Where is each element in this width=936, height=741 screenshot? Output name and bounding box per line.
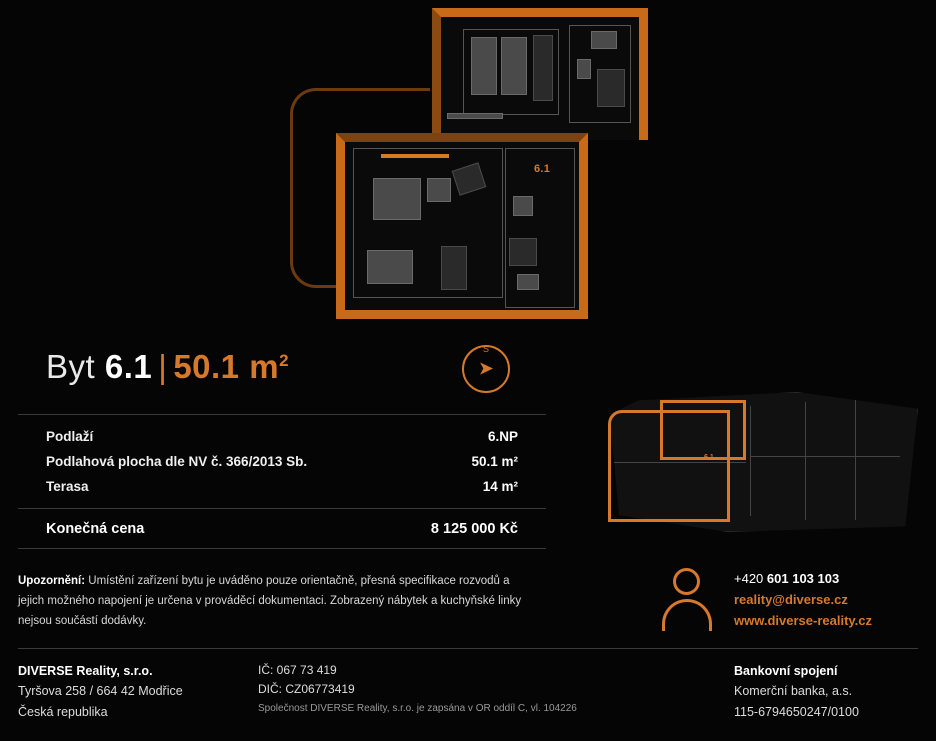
dining-table	[367, 250, 413, 284]
floor-divider-3	[855, 400, 856, 520]
disclaimer-text	[18, 572, 538, 631]
compass-needle-icon: ➤	[478, 358, 494, 380]
floorplan-main-block	[336, 133, 588, 319]
bank-account: 115-6794650247/0100	[734, 704, 859, 719]
sofa	[373, 178, 421, 220]
specs-table	[18, 414, 546, 549]
title-area-exponent: 2	[279, 351, 290, 370]
spec-value: 50.1 m²	[471, 454, 518, 469]
floor-divider-4	[750, 456, 900, 457]
cabinet	[441, 246, 467, 290]
page-title	[46, 348, 289, 386]
person-icon	[660, 568, 714, 630]
floorplan-upper-block	[432, 8, 648, 140]
phone-prefix: +420	[734, 571, 767, 586]
title-unit: 6.1	[104, 348, 153, 385]
armchair	[427, 178, 451, 202]
footer-divider	[18, 648, 918, 649]
company-street: Tyršova 258 / 664 42 Modřice	[18, 684, 183, 699]
spec-label: Podlahová plocha dle NV č. 366/2013 Sb.	[46, 454, 308, 469]
price-row	[18, 509, 546, 548]
company-country: Česká republika	[18, 704, 108, 719]
footer-company	[18, 661, 258, 722]
spec-value: 14 m²	[482, 479, 518, 494]
person-head-shape	[673, 568, 700, 595]
highlighted-unit-upper-outline	[660, 400, 746, 460]
bed-right	[501, 37, 527, 95]
shower	[597, 69, 625, 107]
contact-details	[734, 568, 872, 631]
bank-title: Bankovní spojení	[734, 664, 838, 678]
title-area: 50.1 m	[173, 348, 280, 385]
floor-divider-2	[805, 402, 806, 520]
title-separator: |	[158, 348, 168, 385]
table-row	[18, 449, 546, 474]
bed-left	[471, 37, 497, 95]
contact-email[interactable]: reality@diverse.cz	[734, 592, 848, 608]
person-body-shape	[662, 599, 712, 631]
sink	[577, 59, 591, 79]
floor-overview-plan	[600, 392, 918, 532]
table-row	[18, 424, 546, 449]
disclaimer-body: Umístění zařízení bytu je uváděno pouze orientačně, přesná specifikace rozvodů a jejich možného napojení je určena v prováděcí dokumentaci. Zobrazený nábytek a kuchyňské linky nejsou součástí dodávky.	[18, 575, 522, 627]
compass-north-label: S	[482, 344, 490, 354]
bathtub	[591, 31, 617, 49]
company-ic: IČ: 067 73 419	[258, 663, 337, 677]
floorplan	[0, 0, 936, 335]
bank-name: Komerční banka, a.s.	[734, 684, 853, 699]
hall-step	[447, 113, 503, 119]
footer-identifiers	[258, 661, 658, 717]
compass-rose	[462, 345, 510, 393]
wardrobe	[533, 35, 553, 101]
floor-divider-1	[750, 406, 751, 516]
mini-unit-label: 6.1	[704, 454, 714, 461]
spec-value: 6.NP	[487, 429, 518, 444]
phone-number: 601 103 103	[766, 571, 840, 586]
table-row	[18, 474, 546, 499]
title-prefix: Byt	[46, 348, 96, 385]
upper-block-interior	[441, 17, 639, 140]
contact-phone[interactable]	[734, 568, 872, 589]
footer-bank	[734, 661, 934, 722]
company-dic: DIČ: CZ06773419	[258, 682, 355, 697]
disclaimer-lead: Upozornění:	[18, 575, 86, 587]
company-register-note: Společnost DIVERSE Reality, s.r.o. je zapsána v OR oddíl C, vl. 104226	[258, 702, 577, 714]
price-value: 8 125 000 Kč	[430, 521, 518, 537]
company-name: DIVERSE Reality, s.r.o.	[18, 664, 153, 678]
specs-rows	[18, 415, 546, 508]
contact-website[interactable]: www.diverse-reality.cz	[734, 613, 873, 629]
specs-bottom-divider	[18, 548, 546, 549]
price-label: Konečná cena	[46, 521, 145, 537]
spec-label: Podlaží	[46, 429, 94, 444]
unit-room-label: 6.1	[534, 163, 551, 175]
spec-label: Terasa	[46, 479, 89, 494]
